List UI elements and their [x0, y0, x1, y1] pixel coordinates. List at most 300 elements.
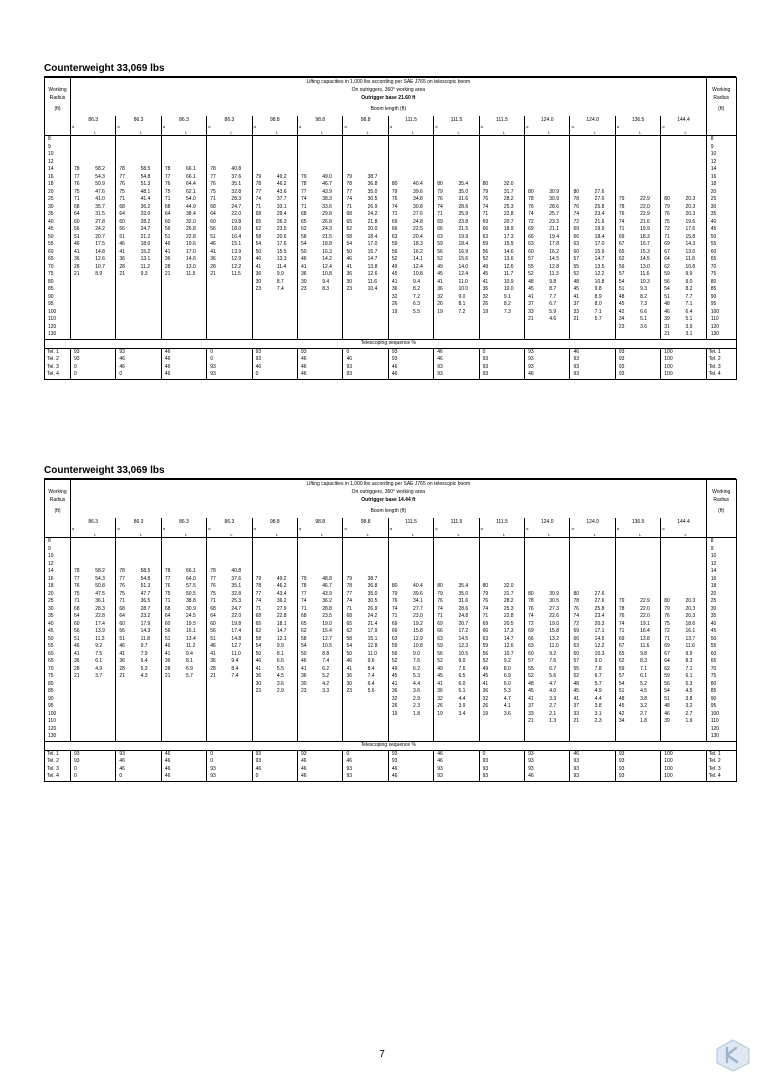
- capacity-cell: 36: [388, 688, 411, 696]
- capacity-cell: 31.7: [503, 590, 514, 597]
- radius-header-right: Working: [706, 488, 736, 496]
- capacity-cell: 33.6: [322, 203, 332, 210]
- capacity-cell: 2.3: [413, 703, 420, 710]
- tel-value: 46: [434, 758, 479, 766]
- radius-cell-right: 16: [706, 576, 736, 584]
- capacity-cell: 78: [252, 181, 275, 189]
- capacity-cell: 20.3: [683, 598, 706, 606]
- capacity-cell: [161, 726, 184, 734]
- tel-value: 0: [116, 773, 161, 781]
- capacity-cell: 23: [298, 286, 321, 294]
- capacity-cell: 4.2: [322, 680, 330, 687]
- capacity-cell: 45: [434, 673, 457, 681]
- tel-value: 0: [207, 356, 252, 364]
- capacity-cell: [207, 286, 230, 294]
- angle-subheader: [661, 527, 684, 538]
- capacity-cell: 16.3: [322, 248, 332, 255]
- tel-value: 93: [207, 773, 252, 781]
- capacity-cell: [139, 703, 162, 711]
- capacity-cell: [116, 733, 139, 741]
- capacity-cell: 11.0: [367, 650, 378, 657]
- capacity-cell: 9.4: [413, 278, 420, 285]
- capacity-cell: 19: [479, 711, 502, 719]
- tel-value: 93: [388, 356, 433, 364]
- capacity-cell: 56: [207, 226, 230, 234]
- capacity-cell: [593, 136, 616, 144]
- capacity-cell: 51: [615, 286, 638, 294]
- tel-value: 93: [388, 750, 433, 758]
- radius-cell-left: 75: [45, 673, 71, 681]
- radius-cell-left: 20: [45, 591, 71, 599]
- capacity-cell: 14.6: [186, 256, 196, 263]
- capacity-cell: [139, 309, 162, 317]
- angle-subheader: [161, 125, 184, 136]
- tel-value: 93: [207, 371, 252, 379]
- capacity-cell: [661, 546, 684, 554]
- tel-value: 46: [434, 356, 479, 364]
- capacity-cell: 76: [161, 583, 184, 591]
- capacity-cell: 11.6: [640, 643, 650, 650]
- capacity-cell: 12.6: [95, 256, 105, 263]
- capacity-cell: 7.4: [276, 286, 284, 293]
- capacity-cell: 41: [252, 666, 275, 674]
- table-row: [45, 546, 737, 554]
- telescoping-row: [45, 773, 737, 781]
- capacity-cell: [547, 136, 570, 144]
- capacity-cell: 52: [388, 658, 411, 666]
- radius-cell-left: 55: [45, 241, 71, 249]
- capacity-cell: [593, 583, 616, 591]
- capacity-cell: 9.3: [640, 286, 648, 293]
- length-subheader: [683, 125, 706, 136]
- tel-value: 93: [388, 348, 433, 356]
- capacity-cell: 19: [388, 711, 411, 719]
- capacity-cell: 18.0: [140, 241, 151, 248]
- radius-header-right: [706, 78, 736, 87]
- capacity-cell: [229, 316, 252, 324]
- length-subheader: [93, 125, 116, 136]
- capacity-cell: 49: [479, 264, 502, 272]
- boom-length-header: 86.3: [71, 518, 116, 527]
- capacity-cell: [229, 294, 252, 302]
- capacity-cell: [298, 711, 321, 719]
- length-symbol: L: [185, 532, 188, 537]
- capacity-cell: 12.4: [322, 263, 332, 270]
- table-row: [45, 286, 737, 294]
- capacity-cell: 32: [388, 696, 411, 704]
- capacity-cell: 13.9: [95, 628, 105, 635]
- capacity-cell: [502, 561, 525, 569]
- capacity-cell: [252, 324, 275, 332]
- capacity-cell: 11.2: [140, 263, 150, 270]
- tel-value: 100: [661, 750, 706, 758]
- capacity-cell: [71, 286, 94, 294]
- boom-length-header: 86.3: [161, 116, 206, 125]
- capacity-cell: 55: [525, 666, 548, 674]
- capacity-cell: [434, 316, 457, 324]
- angle-subheader: [116, 125, 139, 136]
- capacity-cell: 63: [570, 241, 593, 249]
- capacity-cell: [479, 324, 502, 332]
- capacity-cell: 51.3: [140, 181, 151, 188]
- capacity-cell: 36: [116, 658, 139, 666]
- capacity-cell: 3.1: [683, 331, 706, 339]
- radius-cell-right: 55: [706, 241, 736, 249]
- length-symbol: L: [457, 532, 460, 537]
- radius-cell-right: 14: [706, 568, 736, 576]
- capacity-cell: [343, 718, 366, 726]
- capacity-cell: [207, 144, 230, 152]
- capacity-cell: 68: [252, 211, 275, 219]
- capacity-cell: [207, 279, 230, 287]
- capacity-cell: 36: [343, 271, 366, 279]
- capacity-cell: 67: [661, 249, 684, 257]
- capacity-cell: 28.2: [503, 196, 514, 203]
- capacity-cell: [343, 553, 366, 561]
- tel-value: 100: [661, 371, 706, 379]
- telescoping-row: [45, 348, 737, 356]
- capacity-cell: 45: [525, 688, 548, 696]
- capacity-cell: 7.7: [683, 294, 706, 302]
- capacity-cell: 19.4: [549, 233, 559, 240]
- capacity-cell: [502, 733, 525, 741]
- capacity-cell: [366, 309, 389, 317]
- capacity-cell: 12.7: [322, 635, 332, 642]
- capacity-cell: [275, 324, 298, 332]
- capacity-cell: 23: [298, 688, 321, 696]
- capacity-cell: [275, 331, 298, 339]
- capacity-cell: 59: [661, 271, 684, 279]
- capacity-cell: 25.3: [503, 605, 514, 612]
- capacity-cell: 26: [434, 301, 457, 309]
- capacity-cell: [479, 718, 502, 726]
- capacity-cell: 38.3: [322, 196, 332, 203]
- capacity-cell: 76: [116, 181, 139, 189]
- radius-cell-right: 20: [706, 189, 736, 197]
- capacity-cell: [275, 711, 298, 719]
- capacity-cell: 22.9: [640, 211, 650, 218]
- capacity-cell: [207, 711, 230, 719]
- capacity-cell: 35.1: [231, 583, 242, 590]
- capacity-cell: 52: [525, 271, 548, 279]
- table-row: [45, 613, 737, 621]
- capacity-cell: 54: [615, 279, 638, 287]
- capacity-cell: 49: [388, 666, 411, 674]
- capacity-cell: 14.7: [276, 628, 287, 635]
- capacity-cell: 76: [71, 181, 94, 189]
- radius-header-right: Radius: [706, 496, 736, 504]
- capacity-cell: 20.7: [95, 233, 105, 240]
- capacity-cell: [298, 703, 321, 711]
- tel-label-left: Tel. 2: [45, 758, 71, 766]
- capacity-cell: 46: [116, 241, 139, 249]
- capacity-cell: 3.9: [683, 324, 706, 332]
- capacity-cell: [434, 136, 457, 144]
- capacity-cell: [479, 538, 502, 546]
- capacity-cell: 15.5: [276, 248, 287, 255]
- capacity-cell: 51.3: [140, 583, 151, 590]
- capacity-cell: [615, 189, 638, 197]
- capacity-cell: [298, 301, 321, 309]
- capacity-cell: 69: [479, 219, 502, 227]
- capacity-cell: 50: [298, 249, 321, 257]
- capacity-cell: [411, 718, 434, 726]
- capacity-cell: [93, 286, 116, 294]
- capacity-cell: [71, 294, 94, 302]
- tel-value: 93: [207, 766, 252, 774]
- capacity-cell: 4.5: [640, 688, 648, 695]
- capacity-cell: 25.3: [231, 598, 242, 605]
- capacity-cell: [71, 316, 94, 324]
- length-subheader: [366, 125, 389, 136]
- capacity-cell: [161, 538, 184, 546]
- capacity-cell: 9.9: [276, 271, 284, 278]
- capacity-cell: 41: [161, 249, 184, 257]
- capacity-cell: [229, 538, 252, 546]
- capacity-cell: 15.1: [231, 241, 242, 248]
- capacity-cell: 10.0: [458, 286, 469, 293]
- boom-length-header: 98.8: [343, 116, 388, 125]
- table-row: [45, 658, 737, 666]
- capacity-cell: [456, 561, 479, 569]
- capacity-cell: 64: [116, 613, 139, 621]
- capacity-cell: 17.0: [594, 241, 605, 248]
- capacity-cell: [275, 144, 298, 152]
- capacity-cell: 78: [207, 568, 230, 576]
- radius-header-right: Working: [706, 86, 736, 94]
- capacity-cell: 36: [388, 286, 411, 294]
- capacity-cell: [93, 294, 116, 302]
- capacity-cell: [275, 553, 298, 561]
- capacity-cell: 16.7: [640, 241, 650, 248]
- length-symbol: L: [548, 130, 551, 135]
- radius-cell-right: 50: [706, 234, 736, 242]
- capacity-cell: 24.7: [231, 203, 242, 210]
- capacity-cell: [593, 726, 616, 734]
- capacity-cell: [252, 166, 275, 174]
- capacity-cell: 34: [615, 316, 638, 324]
- capacity-cell: [547, 561, 570, 569]
- capacity-cell: [298, 331, 321, 339]
- tel-value: 93: [479, 371, 524, 379]
- capacity-cell: [638, 189, 661, 197]
- tel-value: 46: [388, 766, 433, 774]
- capacity-cell: [661, 568, 684, 576]
- angle-symbol: α: [662, 527, 665, 531]
- capacity-cell: [388, 546, 411, 554]
- length-symbol: L: [412, 532, 415, 537]
- capacity-cell: 24.2: [367, 613, 378, 620]
- tel-value: 93: [570, 773, 615, 781]
- capacity-cell: 30: [298, 279, 321, 287]
- capacity-cell: 3.1: [594, 710, 602, 717]
- capacity-cell: [93, 331, 116, 339]
- capacity-cell: [547, 174, 570, 182]
- capacity-cell: 51: [207, 636, 230, 644]
- capacity-cell: 5.3: [503, 688, 511, 695]
- length-subheader: [547, 125, 570, 136]
- capacity-cell: [252, 733, 275, 741]
- capacity-cell: [661, 733, 684, 741]
- capacity-cell: 4.7: [503, 695, 511, 702]
- capacity-cell: [683, 136, 706, 144]
- capacity-cell: [570, 568, 593, 576]
- capacity-cell: 36: [479, 286, 502, 294]
- capacity-cell: [525, 159, 548, 167]
- capacity-cell: [570, 733, 593, 741]
- tel-value: 0: [207, 750, 252, 758]
- capacity-cell: [661, 726, 684, 734]
- capacity-cell: 6.1: [95, 658, 103, 665]
- capacity-cell: 74: [252, 598, 275, 606]
- capacity-cell: 28.6: [458, 605, 469, 612]
- capacity-cell: 31.7: [503, 188, 514, 195]
- capacity-cell: [252, 144, 275, 152]
- load-chart-section-2: [44, 464, 736, 782]
- capacity-cell: [615, 331, 638, 339]
- capacity-cell: 34: [615, 718, 638, 726]
- section-title: Counterweight 33,069 lbs: [44, 62, 736, 77]
- capacity-cell: 79: [388, 189, 411, 197]
- capacity-cell: [388, 576, 411, 584]
- capacity-cell: 15.7: [367, 248, 378, 255]
- capacity-cell: 32: [388, 294, 411, 302]
- capacity-cell: [229, 711, 252, 719]
- capacity-cell: 42: [615, 309, 638, 317]
- capacity-cell: 21.5: [458, 226, 469, 233]
- capacity-cell: 62: [252, 226, 275, 234]
- capacity-cell: [638, 591, 661, 599]
- angle-subheader: [207, 527, 230, 538]
- tel-value: 93: [615, 750, 660, 758]
- tel-value: 46: [343, 356, 388, 364]
- angle-subheader: [570, 527, 593, 538]
- capacity-cell: 7.3: [503, 308, 511, 315]
- capacity-cell: 77: [252, 591, 275, 599]
- capacity-cell: 76: [388, 196, 411, 204]
- capacity-cell: [207, 294, 230, 302]
- radius-cell-right: 10: [706, 151, 736, 159]
- capacity-cell: 6.6: [640, 308, 648, 315]
- radius-cell-left: 90: [45, 294, 71, 302]
- capacity-cell: 7.7: [549, 293, 557, 300]
- capacity-cell: [320, 316, 343, 324]
- radius-unit-right: (ft): [706, 102, 736, 116]
- table-row: [45, 234, 737, 242]
- capacity-cell: 13.2: [549, 635, 559, 642]
- table-row: [45, 166, 737, 174]
- capacity-cell: [139, 151, 162, 159]
- capacity-cell: 23.0: [413, 613, 423, 620]
- capacity-cell: 80: [434, 181, 457, 189]
- capacity-cell: 43.9: [322, 590, 332, 597]
- capacity-cell: 12.7: [231, 643, 242, 650]
- table-row: [45, 598, 737, 606]
- capacity-cell: 22.0: [231, 211, 242, 218]
- capacity-cell: 64: [661, 658, 684, 666]
- capacity-cell: 32: [479, 294, 502, 302]
- length-symbol: L: [502, 130, 506, 135]
- tel-value: 0: [207, 348, 252, 356]
- angle-subheader: [615, 527, 638, 538]
- capacity-cell: [71, 151, 94, 159]
- capacity-cell: [320, 136, 343, 144]
- capacity-cell: [116, 309, 139, 317]
- capacity-cell: [298, 561, 321, 569]
- radius-cell-left: 35: [45, 613, 71, 621]
- radius-cell-right: 55: [706, 643, 736, 651]
- capacity-cell: [411, 159, 434, 167]
- capacity-cell: 54: [252, 241, 275, 249]
- capacity-cell: 58.5: [140, 568, 151, 575]
- tel-value: 46: [298, 364, 343, 372]
- capacity-cell: 8.2: [503, 301, 511, 308]
- capacity-cell: 76: [207, 583, 230, 591]
- capacity-cell: 8.7: [276, 278, 284, 285]
- capacity-cell: [116, 681, 139, 689]
- capacity-cell: 5.7: [594, 680, 602, 687]
- capacity-cell: 13.9: [231, 248, 242, 255]
- capacity-cell: 30.5: [367, 196, 378, 203]
- capacity-cell: 17.4: [95, 620, 105, 627]
- capacity-cell: 21: [71, 271, 94, 279]
- capacity-cell: 56: [434, 249, 457, 257]
- tel-value: 93: [343, 371, 388, 379]
- tel-value: 93: [252, 750, 297, 758]
- capacity-cell: [320, 546, 343, 554]
- capacity-cell: 65: [615, 651, 638, 659]
- length-subheader: [184, 527, 207, 538]
- capacity-cell: 77: [207, 576, 230, 584]
- angle-subheader: [71, 125, 94, 136]
- tel-value: 46: [161, 766, 206, 774]
- capacity-cell: [139, 688, 162, 696]
- capacity-cell: [479, 144, 502, 152]
- capacity-cell: 18.8: [322, 241, 332, 248]
- capacity-cell: 26.3: [276, 218, 287, 225]
- tel-label-left: Tel. 2: [45, 356, 71, 364]
- capacity-cell: 26.8: [322, 218, 332, 225]
- capacity-cell: 37: [525, 703, 548, 711]
- capacity-cell: [388, 316, 411, 324]
- radius-cell-right: 12: [706, 561, 736, 569]
- capacity-cell: [683, 591, 706, 599]
- capacity-cell: 15.8: [549, 628, 559, 635]
- capacity-cell: 46: [252, 256, 275, 264]
- capacity-cell: 63: [525, 241, 548, 249]
- tel-value: 93: [570, 371, 615, 379]
- capacity-cell: [343, 301, 366, 309]
- capacity-cell: [638, 583, 661, 591]
- capacity-cell: [570, 726, 593, 734]
- capacity-cell: 75: [661, 621, 684, 629]
- capacity-cell: 10.7: [503, 650, 514, 657]
- capacity-cell: 21: [161, 673, 184, 681]
- capacity-cell: 66: [570, 234, 593, 242]
- capacity-cell: [615, 591, 638, 599]
- capacity-cell: [479, 316, 502, 324]
- capacity-cell: 19.6: [683, 219, 706, 227]
- capacity-cell: 15.9: [594, 248, 605, 255]
- capacity-cell: [93, 696, 116, 704]
- capacity-cell: [502, 324, 525, 332]
- capacity-cell: [366, 733, 389, 741]
- capacity-cell: 24.3: [322, 226, 332, 233]
- capacity-cell: 10.3: [594, 650, 605, 657]
- capacity-cell: 69: [661, 241, 684, 249]
- capacity-cell: 14.3: [140, 628, 151, 635]
- radius-cell-right: 20: [706, 591, 736, 599]
